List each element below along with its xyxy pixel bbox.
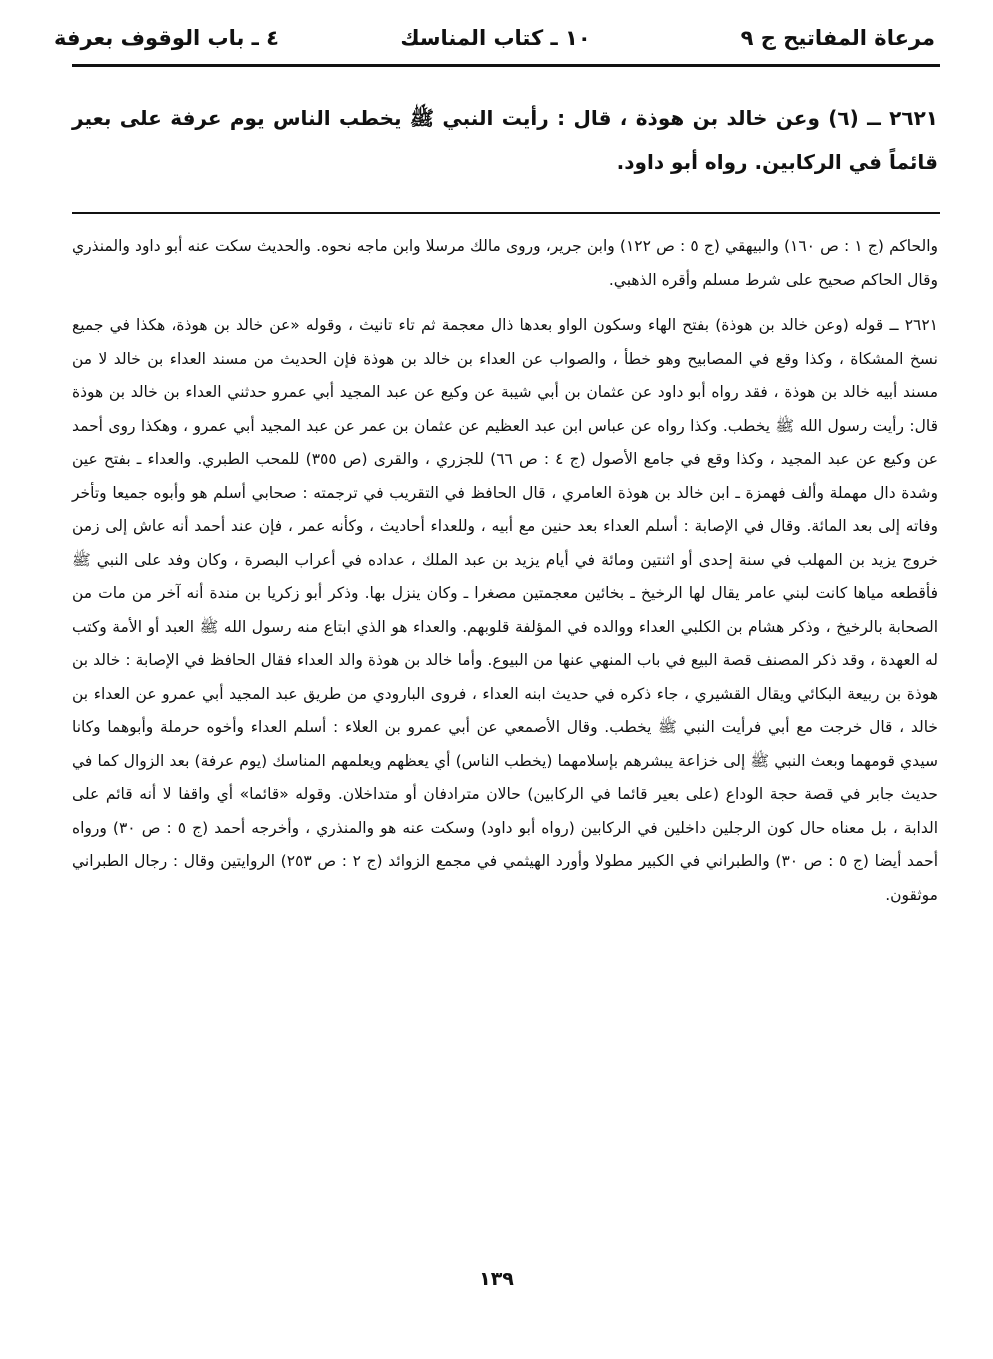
header-book-title: مرعاة المفاتيح ج ٩ <box>740 26 935 50</box>
commentary <box>72 230 938 912</box>
commentary-paragraph-2: ٢٦٢١ ــ قوله (وعن خالد بن هوذة) بفتح الهاء وسكون الواو بعدها ذال معجمة ثم تاء تانيث ، وقوله «عن خالد بن هوذة، هكذا في جميع نسخ المشكاة ، وكذا وقع في المصابيح وهو خطأ ، والصواب عن العداء بن خالد بن هوذة فإن الحديث من مسند العداء بن خالد لا من مسند أبيه خالد بن هوذة ، فقد رواه أبو داود عن عثمان بن أبي شيبة عن وكيع عن عبد المجيد أبي عمرو حدثني العداء بن خالد بن هوذة قال: رأيت رسول الله ﷺ يخطب. وكذا رواه عن عباس ابن عبد العظيم عن عثمان بن عمر عن عبد المجيد أبي عمرو ، وهكذا روى أحمد عن وكيع عن عبد المجيد ، وكذا وقع في جامع الأصول (ج ٤ : ص ٦٦) للجزري ، والقرى (ص ٣٥٥) للمحب الطبري. والعداء ـ بفتح عين وشدة دال مهملة وألف فهمزة ـ ابن خالد بن هوذة العامري ، قال الحافظ في التقريب في ترجمته : صحابي أسلم هو وأبوه جميعا وتأخر وفاته إلى بعد المائة. وقال في الإصابة : أسلم العداء بعد حنين مع أبيه ، وللعداء أحاديث ، وكأنه عمر ، فإن عند أحمد أنه عاش إلى زمن خروج يزيد بن المهلب في سنة إحدى أو اثنتين ومائة في أيام يزيد بن عبد الملك ، عداده في أعراب البصرة ، وكان وفد على النبي ﷺ فأقطعه مياها كانت لبني عامر يقال لها الرخيخ ـ بخائين معجمتين مصغرا ـ وكان ينزل بها. وذكر أبو زكريا بن مندة أنه آخر من مات من الصحابة بالرخيخ ، وذكر هشام بن الكلبي العداء ووالده في المؤلفة قلوبهم. والعداء هو الذي ابتاع منه رسول الله ﷺ العبد أو الأمة وكتب له العهدة ، وقد ذكر المصنف قصة البيع في باب المنهي عنها من البيوع. وأما خالد بن هوذة والد العداء فقال الحافظ في الإصابة : خالد بن هوذة بن ربيعة البكائي ويقال القشيري ، جاء ذكره في حديث ابنه العداء ، فروى البارودي من طريق عبد المجيد أبي عمرو عن العداء بن خالد ، قال خرجت مع أبي فرأيت النبي ﷺ يخطب. وقال الأصمعي عن أبي عمرو بن العلاء : أسلم العداء وأخوه حرملة وأبوهما وكانا سيدي قومهما وبعث النبي ﷺ إلى خزاعة يبشرهم بإسلامهما (يخطب الناس) أي يعظهم ويعلمهم المناسك (يوم عرفة) بعد الزوال كما في حديث جابر في قصة حجة الوداع (على بعير قائما في الركابين) حالان مترادفان أو متداخلان. وقوله «قائما» أي واقفا لا أنه قائم على الدابة ، بل معناه حال كون الرجلين داخلين في الركابين (رواه أبو داود) وسكت عنه هو والمنذري ، وأخرجه أحمد (ج ٥ : ص ٣٠) ورواه أحمد أيضا (ج ٥ : ص ٣٠) والطبراني في الكبير مطولا وأورد الهيثمي في مجمع الزوائد (ج ٢ : ص ٢٥٣) الروايتين وقال : رجال الطبراني موثقون. <box>72 316 939 904</box>
section-divider <box>72 212 940 214</box>
page-number: ١٣٩ <box>479 1268 514 1290</box>
header-section: ٤ ـ باب الوقوف بعرفة <box>54 26 279 50</box>
header-chapter: ١٠ ـ كتاب المناسك <box>400 26 591 50</box>
header-rule <box>72 64 940 67</box>
running-header <box>48 18 943 58</box>
hadith-text: ٢٦٢١ ــ (٦) وعن خالد بن هوذة ، قال : رأيت النبي ﷺ يخطب الناس يوم عرفة على بعير قائماً في الركابين. رواه أبو داود. <box>72 106 938 174</box>
commentary-paragraph-1: والحاكم (ج ١ : ص ١٦٠) والبيهقي (ج ٥ : ص ١٢٢) وابن جرير، وروى مالك مرسلا وابن ماجه نحوه. والحديث سكت عنه أبو داود والمنذري وقال الحاكم صحيح على شرط مسلم وأقره الذهبي. <box>72 237 939 289</box>
